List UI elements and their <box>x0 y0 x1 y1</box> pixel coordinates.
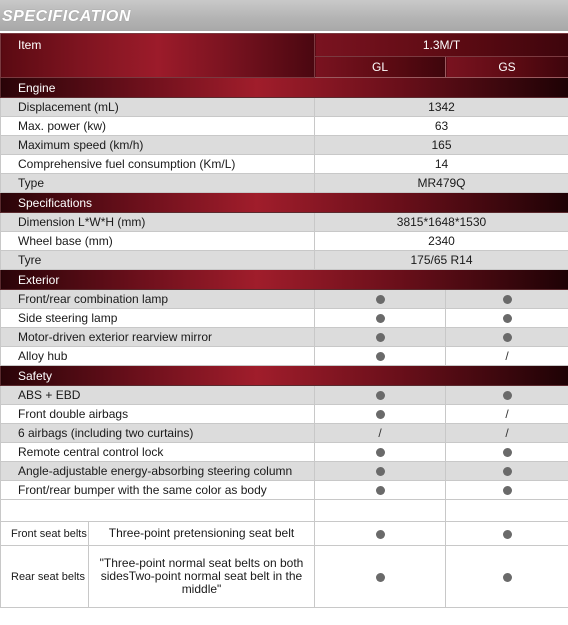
spec-row-label: 6 airbags (including two curtains) <box>1 424 315 443</box>
spec-row-label: Tyre <box>1 251 315 270</box>
seat-belt-label: Rear seat belts <box>1 546 89 608</box>
spacer-cell <box>446 500 568 522</box>
item-header: Item <box>1 34 315 78</box>
section-header-exterior <box>1 270 568 290</box>
spec-cell-gl <box>315 347 446 366</box>
included-dot-icon <box>376 410 385 419</box>
spec-row <box>1 309 568 328</box>
spec-row <box>1 405 568 424</box>
spec-row <box>1 174 568 193</box>
spec-row <box>1 424 568 443</box>
included-dot-icon <box>376 352 385 361</box>
spec-row <box>1 462 568 481</box>
spec-row-value: 3815*1648*1530 <box>315 213 568 232</box>
spec-row-label: Side steering lamp <box>1 309 315 328</box>
spec-row-value: 1342 <box>315 98 568 117</box>
spec-row-label: Remote central control lock <box>1 443 315 462</box>
title-banner <box>0 0 568 33</box>
spec-cell-gs <box>446 443 568 462</box>
spec-row-label: Displacement (mL) <box>1 98 315 117</box>
spacer-row <box>1 500 568 522</box>
spec-row <box>1 155 568 174</box>
trim-header-gl: GL <box>315 57 446 78</box>
not-available-mark: / <box>505 426 509 440</box>
spec-cell-gs <box>446 462 568 481</box>
page-title: SPECIFICATION <box>2 8 131 25</box>
section-label: Specifications <box>1 193 568 213</box>
spec-row-label: Type <box>1 174 315 193</box>
spec-cell-gl <box>315 546 446 608</box>
spec-table-body <box>1 34 568 608</box>
spec-row-label: Dimension L*W*H (mm) <box>1 213 315 232</box>
spec-row <box>1 290 568 309</box>
included-dot-icon <box>376 295 385 304</box>
spec-row <box>1 386 568 405</box>
spec-row <box>1 443 568 462</box>
spec-cell-gs <box>446 522 568 546</box>
included-dot-icon <box>503 573 512 582</box>
spec-row <box>1 136 568 155</box>
spec-row-label: Front double airbags <box>1 405 315 424</box>
spec-cell-gl <box>315 386 446 405</box>
included-dot-icon <box>376 573 385 582</box>
spec-cell-gs <box>446 386 568 405</box>
seat-belt-row-rear <box>1 546 568 608</box>
spec-row-value: 63 <box>315 117 568 136</box>
spec-row-label: Motor-driven exterior rearview mirror <box>1 328 315 347</box>
spec-row-label: Wheel base (mm) <box>1 232 315 251</box>
spec-cell-gs <box>446 309 568 328</box>
not-available-mark: / <box>378 426 382 440</box>
spec-row-value: 165 <box>315 136 568 155</box>
included-dot-icon <box>376 333 385 342</box>
spec-row <box>1 232 568 251</box>
section-label: Exterior <box>1 270 568 290</box>
included-dot-icon <box>376 391 385 400</box>
included-dot-icon <box>503 530 512 539</box>
trim-header-gs: GS <box>446 57 568 78</box>
spec-row <box>1 481 568 500</box>
spec-row-value: 14 <box>315 155 568 174</box>
spec-row-label: Comprehensive fuel consumption (Km/L) <box>1 155 315 174</box>
not-available-mark: / <box>505 407 509 421</box>
header-row-model <box>1 34 568 57</box>
spec-cell-gl <box>315 290 446 309</box>
spec-row <box>1 251 568 270</box>
included-dot-icon <box>376 486 385 495</box>
section-header-engine <box>1 78 568 98</box>
spec-cell-gs <box>446 347 568 366</box>
seat-belt-description: "Three-point normal seat belts on both sidesTwo-point normal seat belt in the middle" <box>89 546 315 608</box>
spec-cell-gl <box>315 522 446 546</box>
spec-row-label: Front/rear combination lamp <box>1 290 315 309</box>
section-label: Engine <box>1 78 568 98</box>
included-dot-icon <box>376 467 385 476</box>
not-available-mark: / <box>505 349 509 363</box>
included-dot-icon <box>503 314 512 323</box>
spec-cell-gl <box>315 405 446 424</box>
spec-row-value: 2340 <box>315 232 568 251</box>
spec-cell-gl <box>315 443 446 462</box>
spec-cell-gl <box>315 328 446 347</box>
included-dot-icon <box>503 486 512 495</box>
included-dot-icon <box>376 448 385 457</box>
spec-cell-gs <box>446 481 568 500</box>
spec-row <box>1 328 568 347</box>
spec-cell-gl <box>315 309 446 328</box>
spec-cell-gs <box>446 405 568 424</box>
spec-cell-gl <box>315 424 446 443</box>
spec-row <box>1 213 568 232</box>
included-dot-icon <box>503 333 512 342</box>
spec-row-label: Alloy hub <box>1 347 315 366</box>
spec-cell-gl <box>315 462 446 481</box>
spec-row-label: Max. power (kw) <box>1 117 315 136</box>
included-dot-icon <box>503 295 512 304</box>
spec-cell-gs <box>446 546 568 608</box>
spec-cell-gs <box>446 290 568 309</box>
section-header-specifications <box>1 193 568 213</box>
spec-row <box>1 347 568 366</box>
spec-cell-gs <box>446 328 568 347</box>
section-label: Safety <box>1 366 568 386</box>
spec-row-label: ABS + EBD <box>1 386 315 405</box>
included-dot-icon <box>503 448 512 457</box>
spec-cell-gl <box>315 481 446 500</box>
included-dot-icon <box>376 530 385 539</box>
spec-row-value: MR479Q <box>315 174 568 193</box>
included-dot-icon <box>376 314 385 323</box>
seat-belt-row-front <box>1 522 568 546</box>
spec-row <box>1 117 568 136</box>
spacer-cell <box>1 500 315 522</box>
spec-row-label: Maximum speed (km/h) <box>1 136 315 155</box>
model-header: 1.3M/T <box>315 34 568 57</box>
included-dot-icon <box>503 391 512 400</box>
spec-row-label: Front/rear bumper with the same color as body <box>1 481 315 500</box>
spacer-cell <box>315 500 446 522</box>
spec-row-label: Angle-adjustable energy-absorbing steering column <box>1 462 315 481</box>
spec-cell-gs <box>446 424 568 443</box>
spec-row-value: 175/65 R14 <box>315 251 568 270</box>
included-dot-icon <box>503 467 512 476</box>
section-header-safety <box>1 366 568 386</box>
spec-row <box>1 98 568 117</box>
seat-belt-label: Front seat belts <box>1 522 89 546</box>
spec-table <box>0 33 568 608</box>
seat-belt-description: Three-point pretensioning seat belt <box>89 522 315 546</box>
